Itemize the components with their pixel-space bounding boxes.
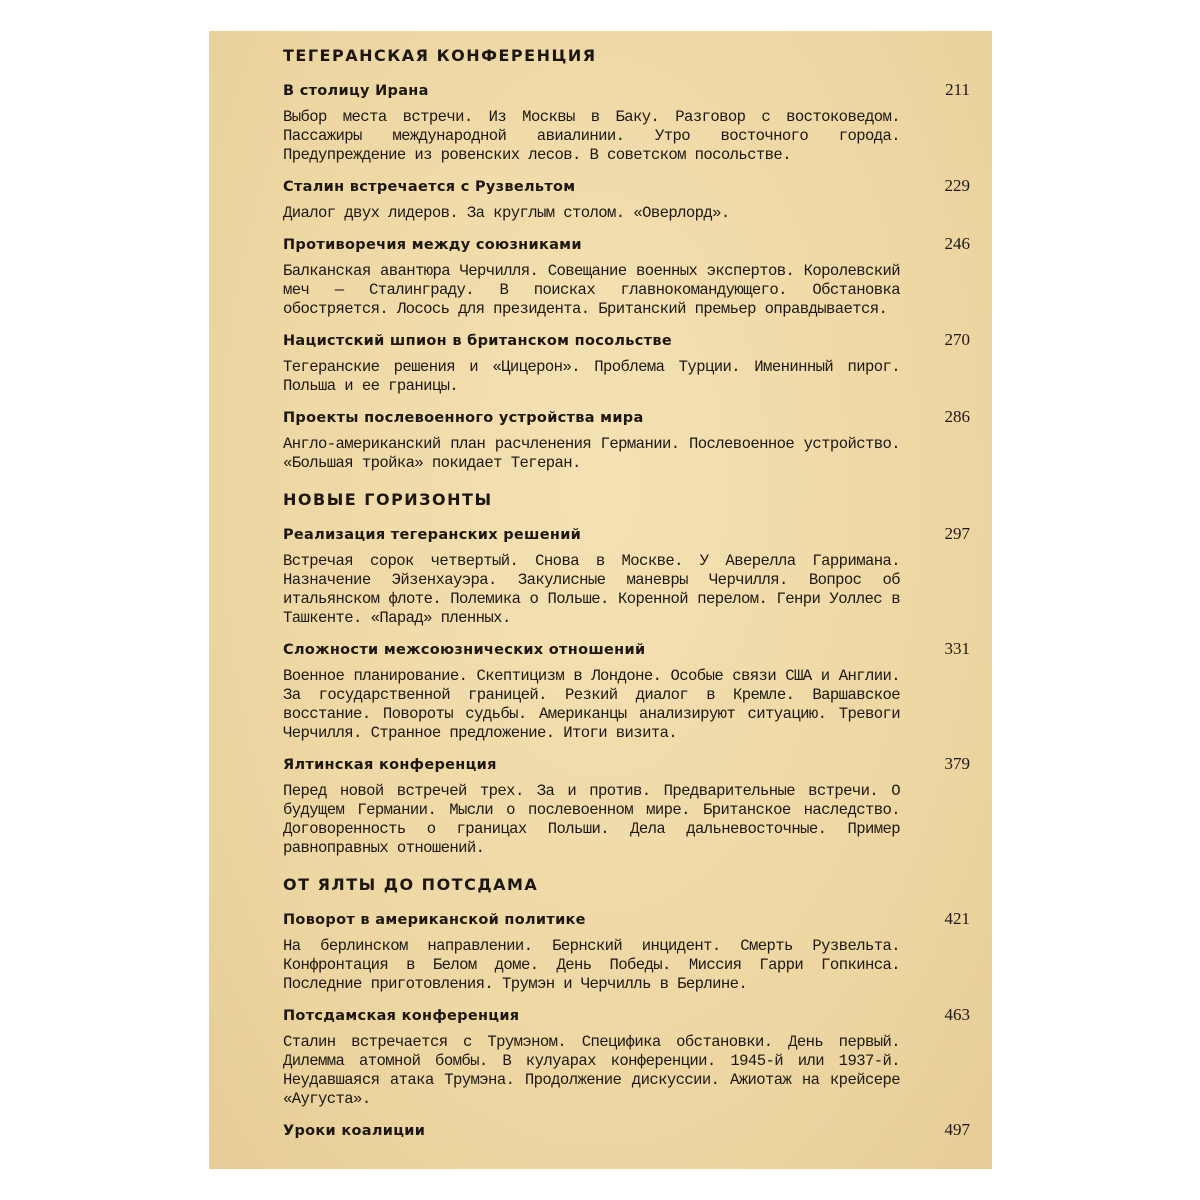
toc-chapter bbox=[283, 636, 970, 743]
chapter-heading-row bbox=[283, 1002, 970, 1029]
toc-chapter bbox=[283, 906, 970, 994]
chapter-heading-row bbox=[283, 404, 970, 431]
chapter-description: Англо-американский план расчленения Германии. Послевоенное устройство. «Большая тройка» покидает Тегеран. bbox=[283, 435, 900, 472]
book-page bbox=[209, 31, 992, 1169]
chapter-page-number: 246 bbox=[944, 234, 970, 253]
chapter-page-number: 497 bbox=[944, 1120, 970, 1139]
part-title: ОТ ЯЛТЫ ДО ПОТСДАМА bbox=[283, 875, 539, 894]
chapter-title: Сталин встречается с Рузвельтом bbox=[283, 179, 576, 195]
chapter-heading-row bbox=[283, 751, 970, 778]
chapter-description: Встречая сорок четвертый. Снова в Москве. У Аверелла Гарримана. Назначение Эйзенхауэра. Закулисные маневры Черчилля. Вопрос об итальянском флоте. Полемика о Польше. Коренной перелом. Генри Уоллес в Ташкенте. «Парад» пленных. bbox=[283, 552, 900, 627]
chapter-heading-row bbox=[283, 636, 970, 663]
chapter-page-number: 297 bbox=[944, 524, 970, 543]
chapter-title: Поворот в американской политике bbox=[283, 912, 586, 928]
part-title: НОВЫЕ ГОРИЗОНТЫ bbox=[283, 490, 493, 509]
toc-part bbox=[283, 487, 970, 858]
toc-chapter bbox=[283, 1002, 970, 1109]
chapter-page-number: 229 bbox=[944, 176, 970, 195]
chapter-title: Ялтинская конференция bbox=[283, 757, 497, 773]
chapter-description: Военное планирование. Скептицизм в Лондоне. Особые связи США и Англии. За государственной границей. Резкий диалог в Кремле. Варшавское восстание. Повороты судьбы. Американцы анализируют ситуацию. Тревоги Черчилля. Странное предложение. Итоги визита. bbox=[283, 667, 900, 742]
chapter-description: Тегеранские решения и «Цицерон». Проблема Турции. Именинный пирог. Польша и ее границы. bbox=[283, 358, 900, 395]
chapter-title: Уроки коалиции bbox=[283, 1123, 426, 1139]
chapter-page-number: 379 bbox=[944, 754, 970, 773]
toc-chapter bbox=[283, 327, 970, 396]
chapter-heading-row bbox=[283, 327, 970, 354]
chapter-title: Проекты послевоенного устройства мира bbox=[283, 410, 644, 426]
toc-part bbox=[283, 43, 970, 473]
chapter-title: Нацистский шпион в британском посольстве bbox=[283, 333, 672, 349]
chapter-page-number: 463 bbox=[944, 1005, 970, 1024]
chapter-description: Диалог двух лидеров. За круглым столом. «Оверлорд». bbox=[283, 204, 730, 222]
chapter-heading-row bbox=[283, 906, 970, 933]
chapter-title: Противоречия между союзниками bbox=[283, 237, 582, 253]
chapter-description: На берлинском направлении. Бернский инцидент. Смерть Рузвельта. Конфронтация в Белом доме. День Победы. Миссия Гарри Гопкинса. Последние приготовления. Трумэн и Черчилль в Берлине. bbox=[283, 937, 900, 993]
toc-chapter bbox=[283, 77, 970, 165]
chapter-description: Выбор места встречи. Из Москвы в Баку. Разговор с востоковедом. Пассажиры международной авиалинии. Утро восточного города. Предупреждение из ровенских лесов. В советском посольстве. bbox=[283, 108, 900, 164]
chapter-title: Сложности межсоюзнических отношений bbox=[283, 642, 646, 658]
chapter-title: В столицу Ирана bbox=[283, 83, 429, 99]
toc-chapter bbox=[283, 231, 970, 319]
chapter-title: Реализация тегеранских решений bbox=[283, 527, 582, 543]
toc-chapter bbox=[283, 1117, 970, 1144]
toc-chapter bbox=[283, 404, 970, 473]
chapter-page-number: 421 bbox=[944, 909, 970, 928]
chapter-page-number: 270 bbox=[944, 330, 970, 349]
chapter-description: Балканская авантюра Черчилля. Совещание военных экспертов. Королевский меч — Сталинграду. В поисках главнокомандующего. Обстановка обостряется. Лосось для президента. Британский премьер оправдывается. bbox=[283, 262, 900, 318]
chapter-heading-row bbox=[283, 231, 970, 258]
chapter-description: Перед новой встречей трех. За и против. Предварительные встречи. О будущем Германии. Мысли о послевоенном мире. Британское наследство. Договоренность о границах Польши. Дела дальневосточные. Пример равноправных отношений. bbox=[283, 782, 900, 857]
toc-chapter bbox=[283, 173, 970, 223]
chapter-heading-row bbox=[283, 1117, 970, 1144]
toc-part bbox=[283, 872, 970, 1144]
chapter-page-number: 286 bbox=[944, 407, 970, 426]
chapter-page-number: 331 bbox=[944, 639, 970, 658]
chapter-page-number: 211 bbox=[945, 80, 970, 99]
chapter-heading-row bbox=[283, 77, 970, 104]
chapter-description: Сталин встречается с Трумэном. Специфика обстановки. День первый. Дилемма атомной бомбы. В кулуарах конференции. 1945-й или 1937-й. Неудавшаяся атака Трумэна. Продолжение дискуссии. Ажиотаж на крейсере «Аугуста». bbox=[283, 1033, 900, 1108]
toc-chapter bbox=[283, 521, 970, 628]
chapter-heading-row bbox=[283, 521, 970, 548]
chapter-title: Потсдамская конференция bbox=[283, 1008, 520, 1024]
chapter-heading-row bbox=[283, 173, 970, 200]
toc-chapter bbox=[283, 751, 970, 858]
part-title: ТЕГЕРАНСКАЯ КОНФЕРЕНЦИЯ bbox=[283, 46, 597, 65]
